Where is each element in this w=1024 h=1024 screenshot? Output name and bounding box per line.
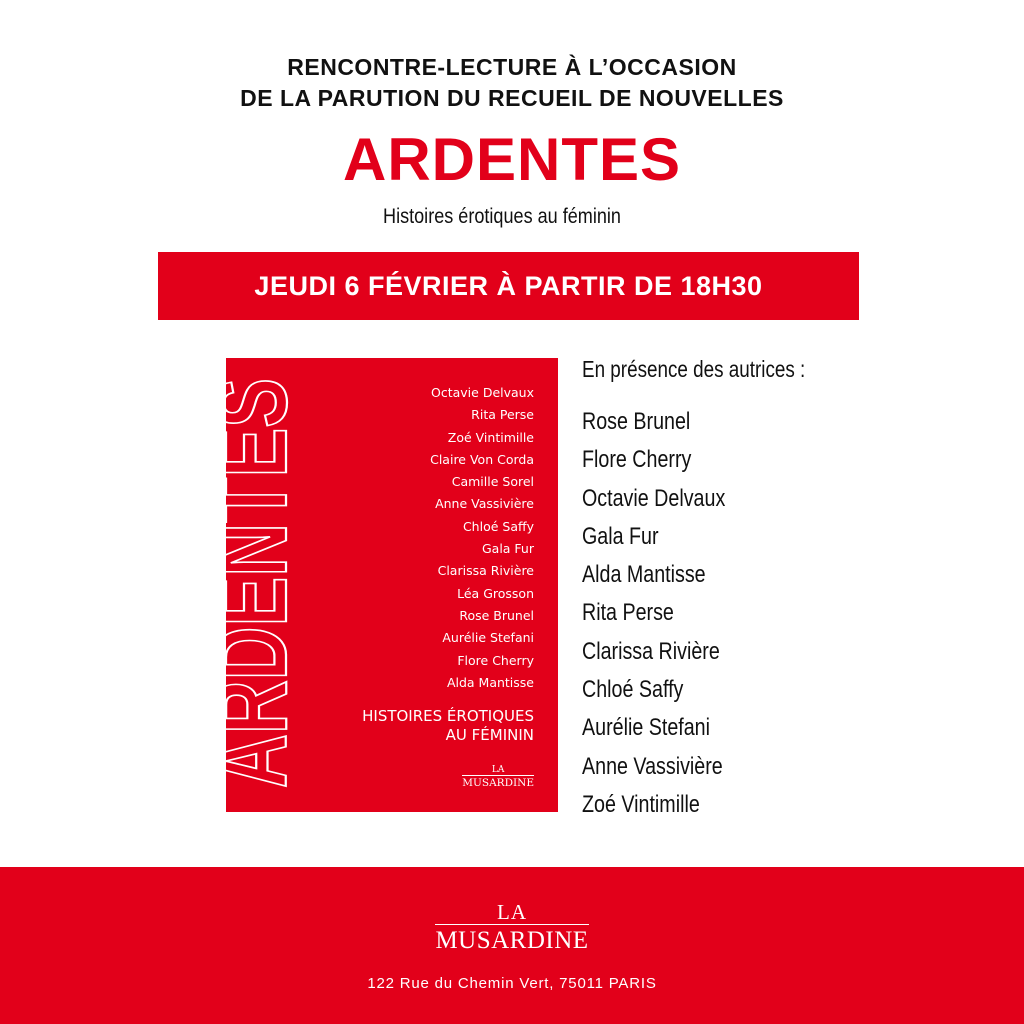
footer-publisher-logo <box>0 901 1024 955</box>
cover-publisher-logo <box>462 765 534 789</box>
cover-author: Zoé Vintimille <box>447 429 534 445</box>
cover-author: Clarissa Rivière <box>437 563 534 579</box>
intro-line-1: RENCONTRE-LECTURE À L’OCCASION <box>287 54 737 80</box>
presence-author: Rita Perse <box>582 599 674 627</box>
cover-author: Rose Brunel <box>459 607 534 623</box>
footer-address: 122 Rue du Chemin Vert, 75011 PARIS <box>367 975 657 992</box>
cover-subtitle <box>362 707 534 745</box>
cover-author: Alda Mantisse <box>446 674 534 690</box>
presence-author: Zoé Vintimille <box>582 790 700 818</box>
cover-subtitle-line-2: AU FÉMININ <box>445 726 534 744</box>
cover-author: Aurélie Stefani <box>442 630 534 646</box>
intro-text <box>0 52 1024 114</box>
cover-subtitle-line-1: HISTOIRES ÉROTIQUES <box>362 707 534 725</box>
intro-line-2: DE LA PARUTION DU RECUEIL DE NOUVELLES <box>240 85 784 111</box>
event-title: ARDENTES <box>342 126 682 193</box>
presence-author: Aurélie Stefani <box>582 714 710 742</box>
event-subtitle: Histoires érotiques au féminin <box>383 205 621 228</box>
presence-author: Anne Vassivière <box>582 752 723 780</box>
cover-author: Rita Perse <box>471 407 534 423</box>
presence-heading: En présence des autrices : <box>582 356 806 382</box>
presence-author: Octavie Delvaux <box>582 484 726 512</box>
date-text: JEUDI 6 FÉVRIER À PARTIR DE 18H30 <box>254 270 763 301</box>
footer-logo-name: MUSARDINE <box>435 924 588 955</box>
cover-logo-name: MUSARDINE <box>462 777 534 789</box>
presence-author: Flore Cherry <box>582 446 692 474</box>
cover-author: Claire Von Corda <box>430 451 534 467</box>
presence-author: Rose Brunel <box>582 408 691 435</box>
cover-author: Léa Grosson <box>457 585 534 601</box>
date-banner <box>158 252 859 320</box>
cover-spine-title <box>193 215 366 812</box>
cover-author: Camille Sorel <box>451 474 534 490</box>
footer <box>0 867 1024 1024</box>
cover-author: Octavie Delvaux <box>431 385 534 400</box>
presence-author: Clarissa Rivière <box>582 637 720 665</box>
cover-author-list <box>430 382 534 694</box>
presence-author: Gala Fur <box>582 522 659 550</box>
presence-author: Chloé Saffy <box>582 676 684 704</box>
cover-author: Gala Fur <box>481 541 534 557</box>
cover-spine-text: ARDENTES <box>193 215 309 788</box>
cover-author: Anne Vassivière <box>435 496 534 512</box>
footer-logo-la: LA <box>497 900 527 924</box>
cover-author: Chloé Saffy <box>462 518 534 534</box>
presence-author: Alda Mantisse <box>582 561 706 589</box>
cover-logo-la: LA <box>491 765 505 775</box>
cover-author: Flore Cherry <box>457 652 534 668</box>
presence-author-list <box>582 403 725 824</box>
